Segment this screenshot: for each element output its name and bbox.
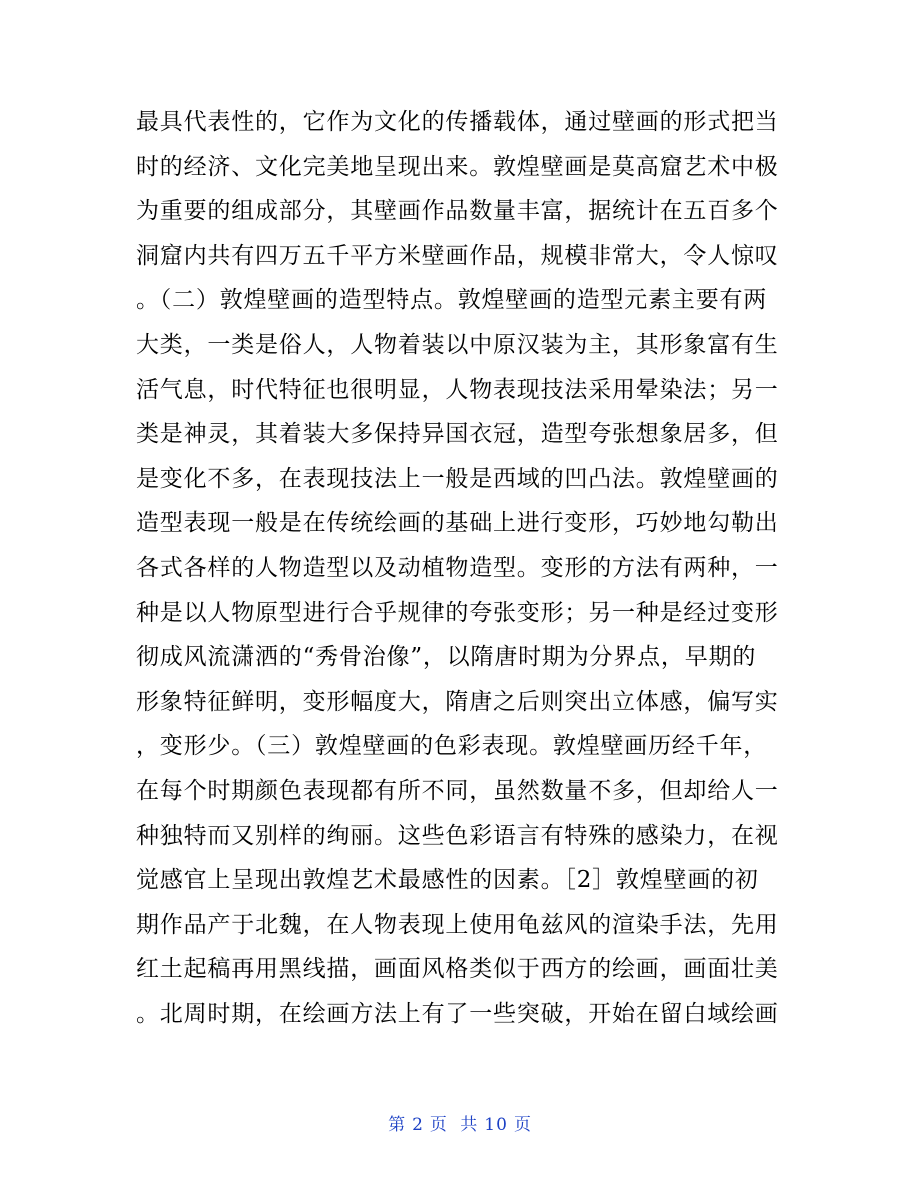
text-line: 种独特而又别样的绚丽。这些色彩语言有特殊的感染力，在视 [136,822,779,849]
text-line: 红土起稿再用黑线描，画面风格类似于西方的绘画，画面壮美 [136,956,779,983]
text-line: 在每个时期颜色表现都有所不同，虽然数量不多，但却给人一 [136,777,779,804]
text-line: 觉感官上呈现出敦煌艺术最感性的因素。［2］敦煌壁画的初 [136,867,759,894]
text-line: 彻成风流潇洒的“秀骨治像”，以隋唐时期为分界点，早期的 [136,644,757,671]
text-line: 形象特征鲜明，变形幅度大，隋唐之后则突出立体感，偏写实 [136,688,779,715]
text-line: 类是神灵，其着装大多保持异国衣冠，造型夸张想象居多，但 [136,421,779,448]
text-line: 为重要的组成部分，其壁画作品数量丰富，据统计在五百多个 [136,198,779,225]
text-line: 时的经济、文化完美地呈现出来。敦煌壁画是莫高窟艺术中极 [136,153,779,180]
total-prefix: 共 [460,1115,479,1135]
text-line: 。（二）敦煌壁画的造型特点。敦煌壁画的造型元素主要有两 [136,287,768,314]
page-footer [0,1110,920,1135]
text-line: 最具代表性的，它作为文化的传播载体，通过壁画的形式把当 [136,109,779,135]
text-line: 。北周时期，在绘画方法上有了一些突破，开始在留白域绘画 [136,1000,779,1027]
body-text [136,100,796,1036]
text-line: 活气息，时代特征也很明显，人物表现技法采用晕染法；另一 [136,376,779,403]
text-line: 是变化不多，在表现技法上一般是西域的凹凸法。敦煌壁画的 [136,465,779,492]
text-line: 洞窟内共有四万五千平方米壁画作品，规模非常大，令人惊叹 [136,242,779,269]
page-total-number: 10 [484,1115,508,1135]
page-unit: 页 [429,1115,448,1135]
page-prefix: 第 [388,1115,407,1135]
text-line: 造型表现一般是在传统绘画的基础上进行变形，巧妙地勾勒出 [136,510,779,537]
text-line: ，变形少。（三）敦煌壁画的色彩表现。敦煌壁画历经千年， [136,733,768,760]
text-line: 种是以人物原型进行合乎规律的夸张变形；另一种是经过变形 [136,599,779,626]
text-line: 各式各样的人物造型以及动植物造型。变形的方法有两种，一 [136,554,779,581]
total-unit: 页 [513,1115,532,1135]
text-line: 大类，一类是俗人，人物着装以中原汉装为主，其形象富有生 [136,331,779,358]
text-line: 期作品产于北魏，在人物表现上使用龟兹风的渲染手法，先用 [136,911,779,938]
page-current-number: 2 [412,1115,424,1135]
